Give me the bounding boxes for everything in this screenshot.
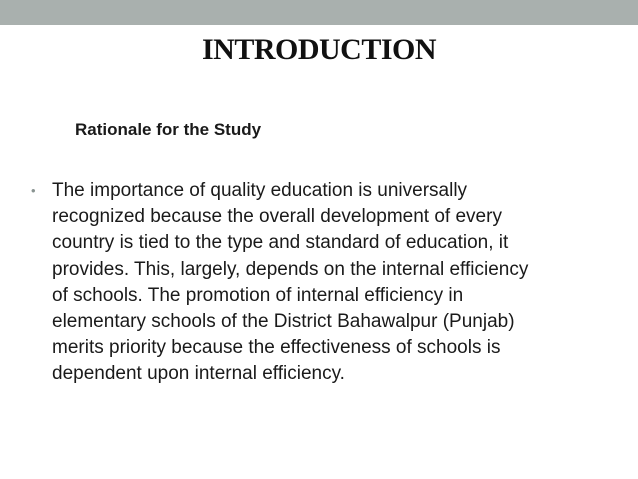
slide-title: INTRODUCTION	[201, 33, 437, 66]
bullet-line: provides. This, largely, depends on the internal efficiency	[52, 258, 529, 280]
bullet-line: dependent upon internal efficiency.	[52, 363, 345, 385]
bullet-line: country is tied to the type and standard of education, it	[52, 232, 509, 254]
bullet-line: merits priority because the effectiveness of schools is	[52, 337, 501, 359]
slide-subheading: Rationale for the Study	[75, 120, 262, 139]
bullet-marker: •	[31, 183, 36, 198]
bullet-line: The importance of quality education is universally	[52, 180, 468, 201]
bullet-line: recognized because the overall development of every	[52, 206, 502, 228]
bullet-line: elementary schools of the District Bahawalpur (Punjab)	[52, 311, 515, 333]
bullet-paragraph	[52, 178, 602, 388]
bullet-line: of schools. The promotion of internal efficiency in	[52, 284, 464, 306]
slide-top-bar	[0, 0, 638, 25]
